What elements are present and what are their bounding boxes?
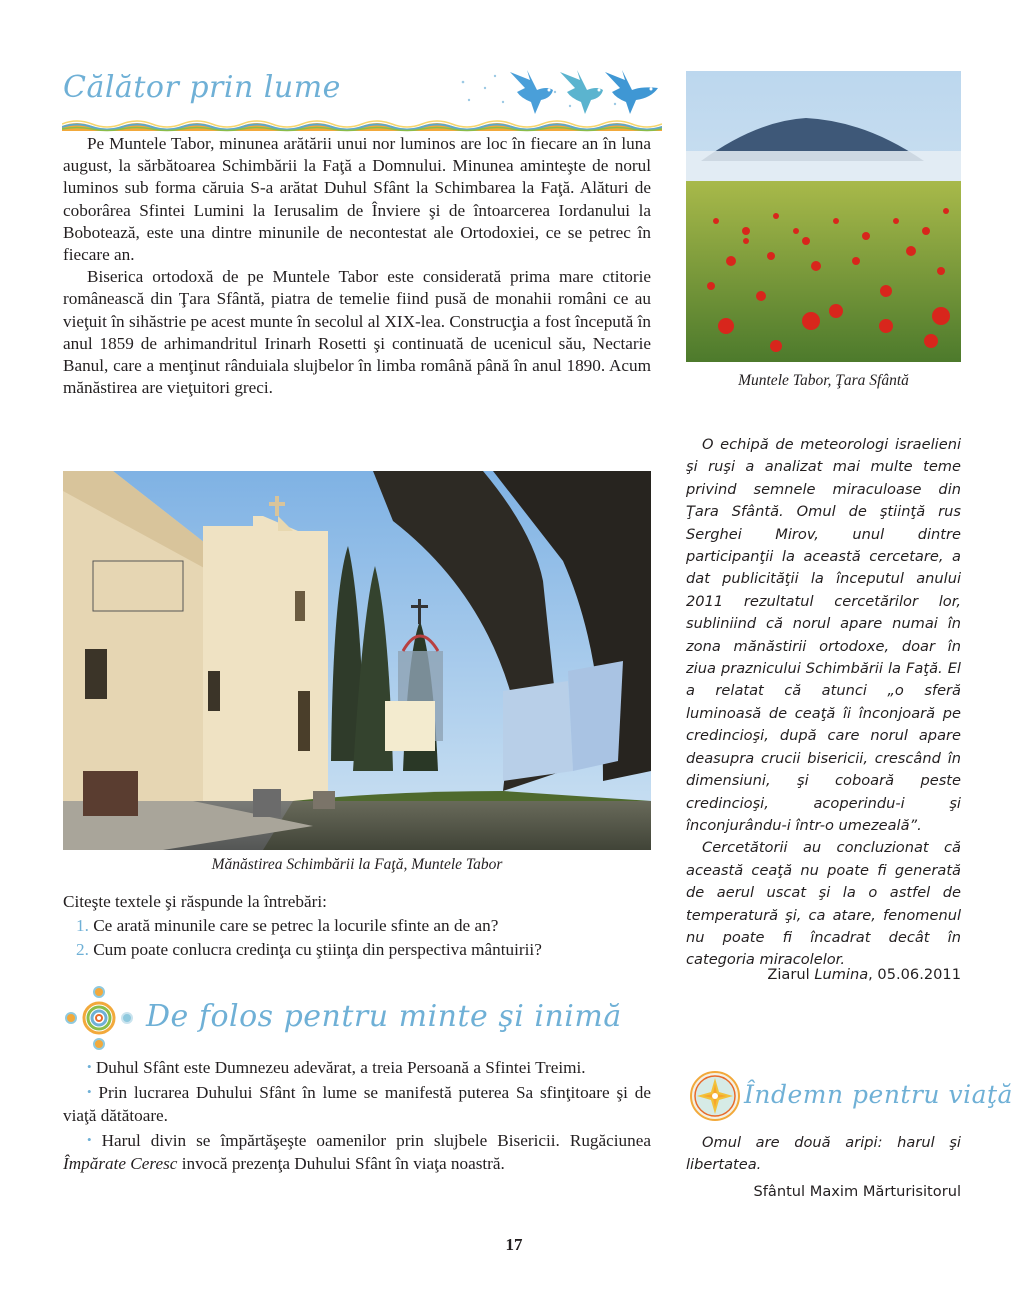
article-paragraph-1: Pe Muntele Tabor, minunea arătării unui nor luminos are loc în fiecare an în luna august, la sărbătoarea Schimbării la Faţă a Domnului. Minunea aminteşte de norul luminos sub forma căruia S-a arătat Duhul Sfânt la Schimbarea la Faţă. Alături de coborârea Sfintei Lumini la Ierusalim de Înviere şi de întoarcerea Iordanului la Bobotează, este una dintre minunile de necontestat ale Ortodoxiei, ce se petrec în fiecare an. (63, 134, 651, 265)
bullets-list (63, 1055, 651, 1176)
question-text: Ce arată minunile care se petrec la locurile sfinte an de an? (93, 916, 499, 935)
bullet-item (63, 1055, 651, 1080)
bullet-text: Harul divin se împărtăşeşte oamenilor prin slujbele Bisericii. Rugăciunea (101, 1130, 651, 1150)
church-photo (63, 471, 651, 850)
question-number: 2. (76, 940, 89, 959)
mountain-photo (686, 71, 961, 362)
question-item (63, 938, 663, 962)
section-title-indemn: Îndemn pentru viaţă (744, 1080, 1013, 1109)
wavy-border-decoration (62, 118, 662, 132)
bird-3-icon (605, 70, 658, 114)
sidebar-article (686, 434, 961, 972)
sidebar-source (686, 966, 961, 983)
question-number: 1. (76, 916, 89, 935)
bird-2-icon (560, 70, 603, 114)
rosette-icon (689, 1070, 741, 1122)
bird-1-icon (510, 70, 553, 114)
mountain-photo-caption: Muntele Tabor, Ţara Sfântă (738, 372, 909, 389)
question-text: Cum poate conlucra credinţa cu ştiinţa din perspectiva mântuirii? (93, 940, 542, 959)
bullet-text: Duhul Sfânt este Dumnezeu adevărat, a treia Persoană a Sfintei Treimi. (95, 1058, 586, 1077)
sidebar-paragraph-1: O echipă de meteorologi israelieni şi ruşi a analizat mai multe teme privind semnele miraculoase din Ţara Sfântă. Omul de ştiinţă rus Serghei Mirov, unul dintre participanţii la această cercetare, a dat publicităţii la începutul anului 2011 rezultatul cercetărilor lor, subliniind că norul apare numai în zona mănăstirii ortodoxe, doar în ziua praznicului Schimbării la Faţă. El a relatat că atunci „o sferă luminoasă de ceaţă îi înconjoară pe credincioşi, după care norul apare deasupra crucii bisericii, crescând în dimensiuni, şi coboară peste credincioşi, acoperindu-i şi înconjurându-i într-o umezeală”. (686, 436, 961, 834)
quote-text: Omul are două aripi: harul şi libertatea. (686, 1134, 961, 1174)
source-date: , 05.06.2011 (868, 966, 961, 983)
source-prefix: Ziarul (767, 966, 815, 983)
bullet-icon: • (87, 1131, 92, 1147)
question-item (63, 914, 663, 938)
questions-block (63, 890, 663, 962)
birds-decoration-icon (455, 62, 665, 122)
main-article (63, 133, 651, 399)
mandala-dots-icon (63, 985, 135, 1051)
bullet-text: Prin lucrarea Duhului Sfânt în lume se manifestă puterea Sa sfinţitoare şi de viaţă dătătoare. (63, 1082, 652, 1125)
bullet-text: invocă prezenţa Duhului Sfânt în viaţa noastră. (177, 1154, 505, 1173)
bullet-icon: • (87, 1083, 92, 1099)
bullet-item (63, 1080, 651, 1128)
source-newspaper: Lumina (814, 966, 869, 983)
questions-intro: Citeşte textele şi răspunde la întrebări: (63, 892, 327, 911)
bullet-item (63, 1128, 651, 1176)
section-title-calator: Călător prin lume (63, 70, 341, 105)
sidebar-paragraph-2: Cercetătorii au concluzionat că această ceaţă nu poate fi generată de aerul uscat şi la o astfel de temperatură şi, ca atare, fenomenul nu poate fi încadrat decât în categoria miracolelor. (686, 839, 961, 969)
bullet-icon: • (87, 1059, 92, 1074)
page-number: 17 (505, 1235, 523, 1254)
quote-block (686, 1132, 961, 1177)
church-photo-caption: Mănăstirea Schimbării la Faţă, Muntele Tabor (211, 856, 503, 873)
bullet-text-italic: Împărate Ceresc (63, 1154, 178, 1173)
section-title-de-folos: De folos pentru minte şi inimă (146, 999, 622, 1034)
article-paragraph-2: Biserica ortodoxă de pe Muntele Tabor este considerată prima mare ctitorie românească din Ţara Sfântă, piatra de temelie fiind pusă de monahii români ce au vieţuit în sihăstrie pe acest munte în secolul al XIX-lea. Construcţia a fost începută în anul 1859 de arhimandritul Irinarh Rosetti şi continuată de ucenicul său, Nectarie Banul, care a menţinut rânduiala slujbelor în limba română până în anul 1890. Acum mănăstirea are vieţuitori greci. (63, 267, 651, 398)
quote-author: Sfântul Maxim Mărturisitorul (753, 1183, 961, 1200)
